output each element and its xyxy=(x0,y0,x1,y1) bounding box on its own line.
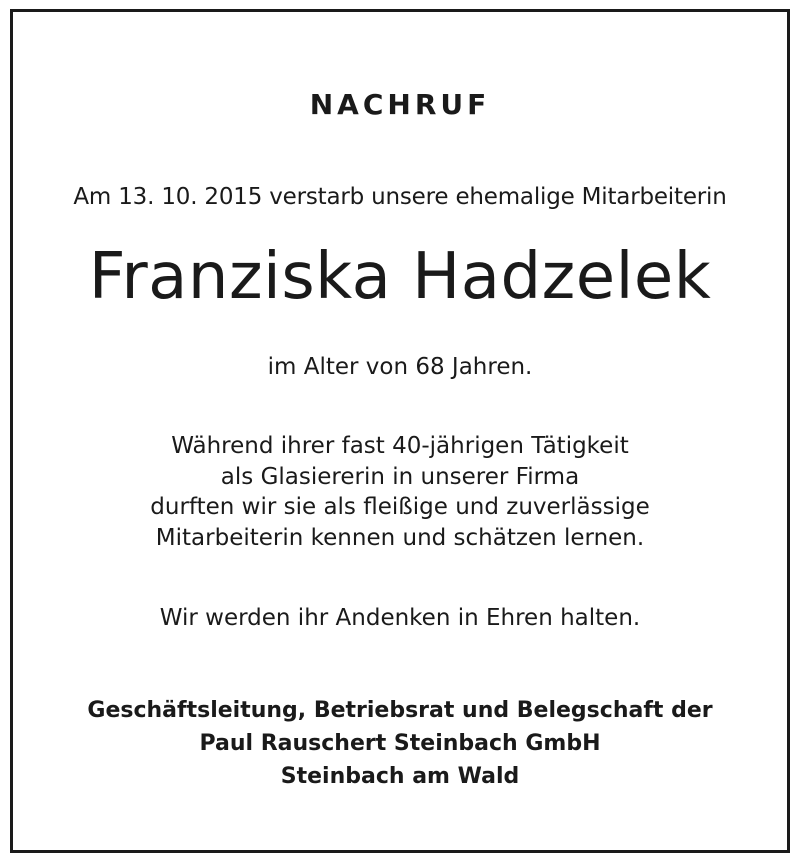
signature-line: Geschäftsleitung, Betriebsrat und Belegschaft der xyxy=(87,698,713,723)
signature-block xyxy=(13,694,787,793)
remembrance-line: Wir werden ihr Andenken in Ehren halten. xyxy=(159,605,641,631)
obituary-notice-frame xyxy=(10,9,790,853)
tribute-line: durften wir sie als fleißige und zuverlässige xyxy=(150,494,650,520)
deceased-name: Franziska Hadzelek xyxy=(88,240,712,314)
age-line: im Alter von 68 Jahren. xyxy=(267,354,533,380)
company-name: Paul Rauschert Steinbach GmbH xyxy=(199,731,601,756)
tribute-line: Während ihrer fast 40-jährigen Tätigkeit xyxy=(171,433,629,459)
tribute-line: Mitarbeiterin kennen und schätzen lernen. xyxy=(155,524,645,551)
tribute-paragraph xyxy=(13,431,787,553)
death-announcement-line: Am 13. 10. 2015 verstarb unsere ehemalige Mitarbeiterin xyxy=(73,184,727,210)
company-location: Steinbach am Wald xyxy=(280,764,520,789)
tribute-line: als Glasiererin in unserer Firma xyxy=(220,463,580,490)
notice-heading: NACHRUF xyxy=(309,88,491,121)
